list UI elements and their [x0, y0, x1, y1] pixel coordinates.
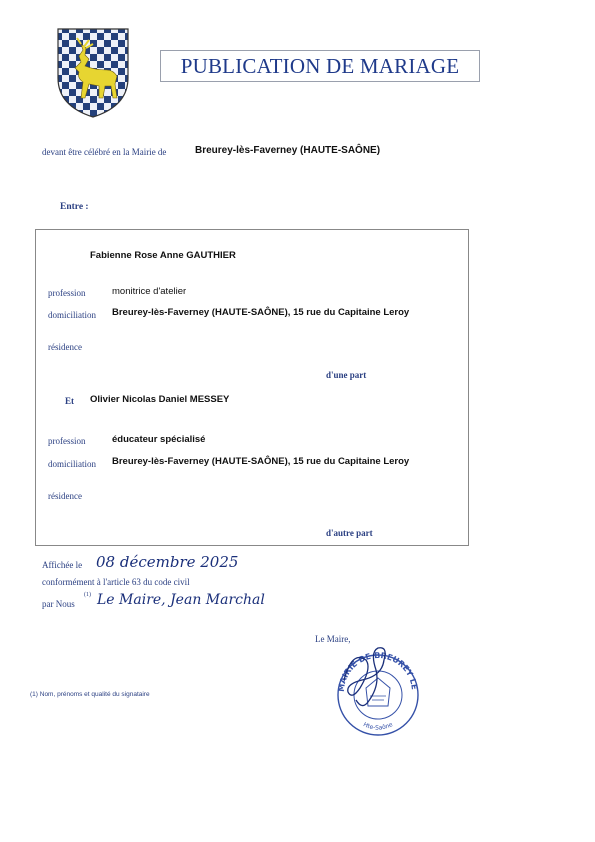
party1-profession-label: profession — [48, 288, 86, 298]
party2-residence-label: résidence — [48, 491, 82, 501]
footnote-mark: (1) — [84, 592, 91, 598]
document-title: PUBLICATION DE MARIAGE — [180, 53, 460, 78]
party1-profession: monitrice d'atelier — [112, 286, 187, 297]
affichee-label: Affichée le — [42, 560, 83, 570]
party2-domicile: Breurey-lès-Faverney (HAUTE-SAÔNE), 15 rue du Capitaine Leroy — [112, 456, 410, 467]
party1-domicile: Breurey-lès-Faverney (HAUTE-SAÔNE), 15 rue du Capitaine Leroy — [112, 307, 410, 318]
parties-frame — [35, 229, 469, 546]
intro-prefix: devant être célébré en la Mairie de — [42, 147, 167, 157]
coat-of-arms-icon — [55, 26, 131, 120]
party2-part-label: d'autre part — [326, 528, 373, 538]
intro-commune: Breurey-lès-Faverney (HAUTE-SAÔNE) — [195, 145, 381, 156]
posting-date-handwritten: 08 décembre 2025 — [96, 553, 239, 571]
entre-label: Entre : — [60, 202, 89, 212]
stamp-text: MAIRIE DE BREUREY LE — [336, 650, 419, 693]
footnote-text: (1) Nom, prénoms et qualité du signataire — [30, 691, 150, 698]
party1-name: Fabienne Rose Anne GAUTHIER — [90, 250, 236, 261]
document-title-box — [160, 50, 480, 82]
maire-label: Le Maire, — [315, 634, 351, 644]
party2-name: Olivier Nicolas Daniel MESSEY — [90, 394, 230, 405]
conformement-text: conformément à l'article 63 du code civil — [42, 577, 190, 587]
et-label: Et — [65, 396, 74, 406]
party1-part-label: d'une part — [326, 370, 367, 380]
party2-profession-label: profession — [48, 436, 86, 446]
stamp-bottom-text: Hte-Saône — [362, 721, 394, 732]
party1-residence-label: résidence — [48, 342, 82, 352]
svg-text:Hte-Saône — [362, 721, 394, 732]
party1-domicile-label: domiciliation — [48, 310, 96, 320]
official-stamp-icon — [322, 640, 432, 740]
party2-profession: éducateur spécialisé — [112, 434, 206, 445]
signatory-handwritten: Le Maire, Jean Marchal — [97, 592, 265, 608]
par-nous-label: par Nous — [42, 599, 75, 609]
party2-domicile-label: domiciliation — [48, 459, 96, 469]
